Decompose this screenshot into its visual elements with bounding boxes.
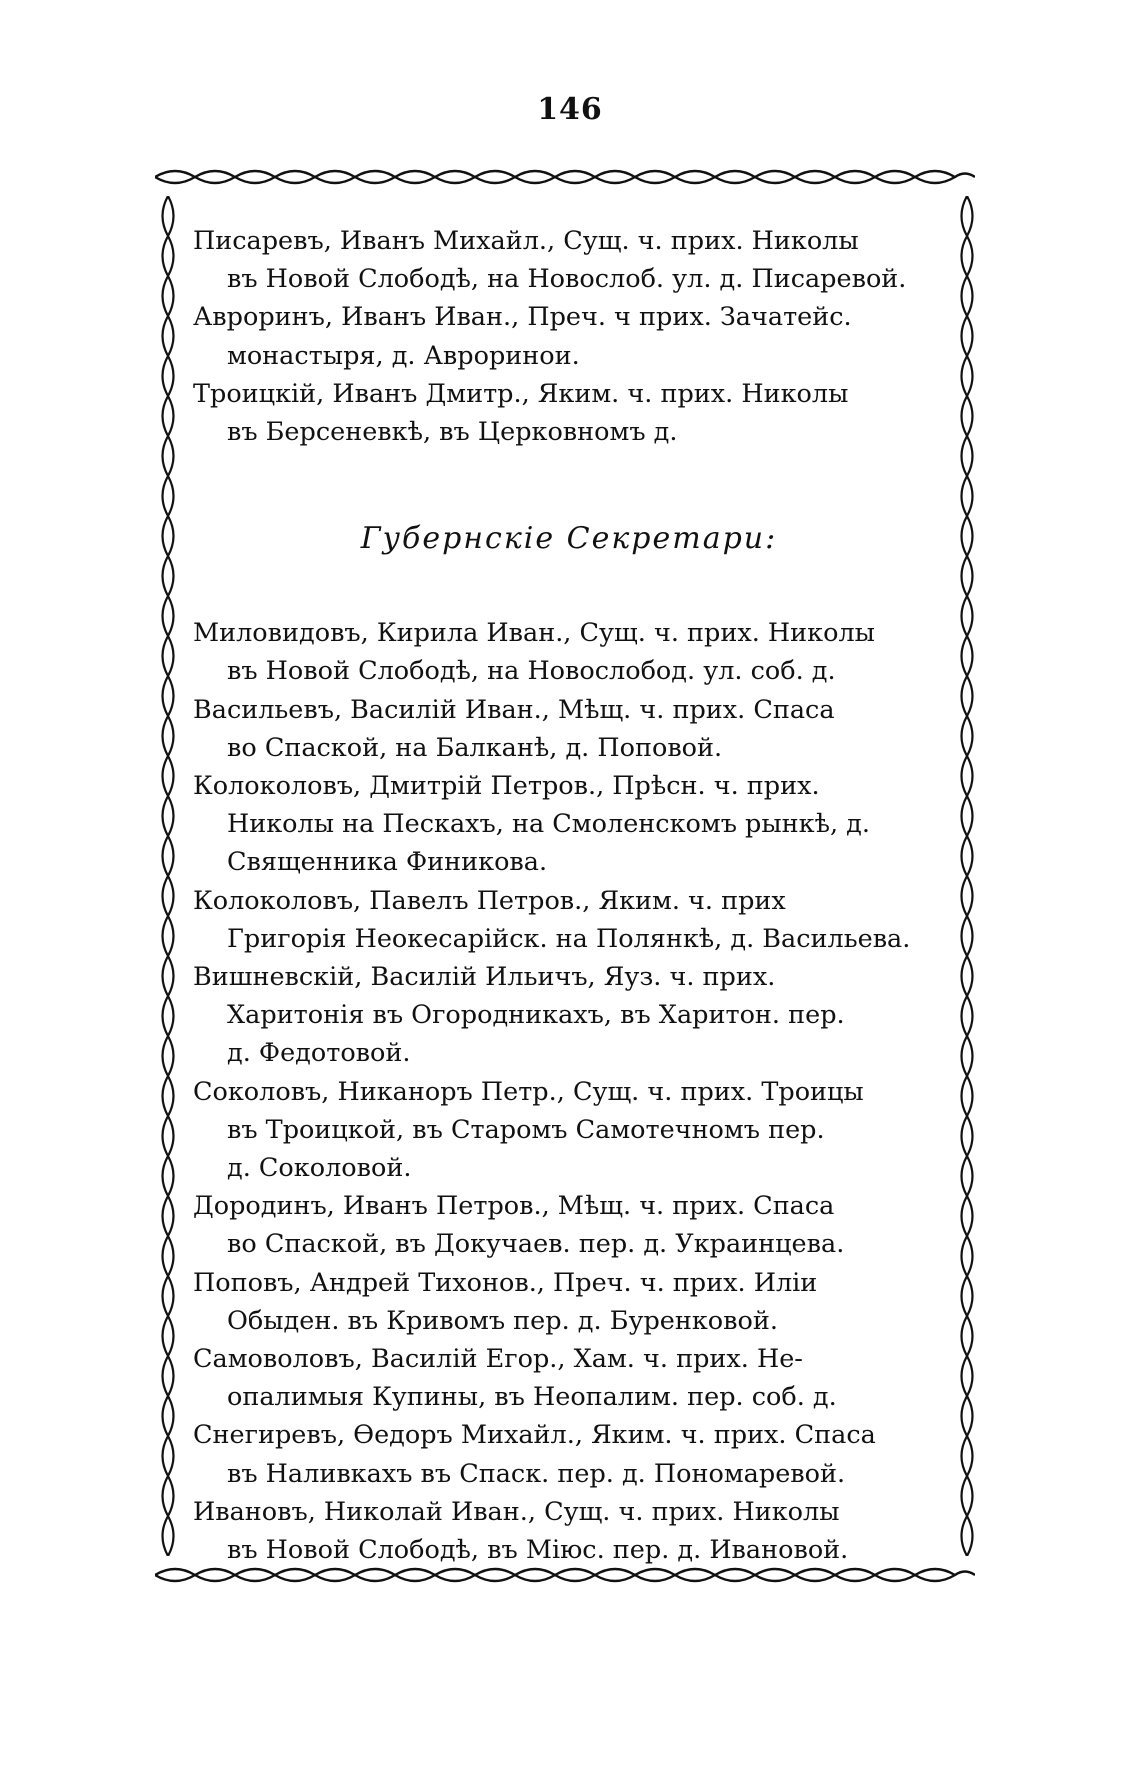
entry-first-line: Миловидовъ, Кирила Иван., Сущ. ч. прих. Николы [193,618,875,649]
entry-first-line: Самоволовъ, Василій Егор., Хам. ч. прих. Не- [193,1344,803,1375]
list-entry [193,691,945,767]
page-number: 146 [537,92,603,127]
entry-continuation-line: во Спаской, на Балканѣ, д. Поповой. [227,732,723,763]
right-ornament-border [950,196,984,1556]
entry-continuation-line: Священника Финикова. [227,847,548,878]
entry-continuation-line: въ Новой Слободѣ, въ Міюс. пер. д. Ивановой. [227,1535,849,1566]
entry-continuation-line: Григорія Неокесарійск. на Полянкѣ, д. Васильева. [227,923,911,954]
entry-first-line: Дородинъ, Иванъ Петров., Мѣщ. ч. прих. Спаса [193,1191,835,1222]
entries-list-secretaries [193,614,945,1569]
page-content [193,222,945,1569]
entry-first-line: Авроринъ, Иванъ Иван., Преч. ч прих. Зачатейс. [193,302,852,333]
entry-continuation-line: Харитонія въ Огородникахъ, въ Харитон. пер. [227,1000,845,1031]
list-entry [193,882,945,958]
entry-first-line: Писаревъ, Иванъ Михайл., Сущ. ч. прих. Николы [193,226,859,256]
section-heading: Губернскіе Секретари: [360,521,778,557]
entry-first-line: Снегиревъ, Ѳедоръ Михайл., Яким. ч. прих. Спаса [193,1420,876,1451]
entry-continuation-line: д. Федотовой. [227,1038,411,1069]
entry-continuation-line: во Спаской, въ Докучаев. пер. д. Украинцева. [227,1229,845,1260]
entry-first-line: Троицкій, Иванъ Дмитр., Яким. ч. прих. Николы [193,378,849,409]
list-entry [193,375,945,451]
list-entry [193,1073,945,1188]
entry-continuation-line: д. Соколовой. [227,1153,412,1184]
entries-list-top [193,222,945,451]
entry-continuation-line: въ Берсеневкѣ, въ Церковномъ д. [227,417,678,448]
entry-continuation-line: въ Новой Слободѣ, на Новослобод. ул. соб. д. [227,656,836,687]
entry-continuation-line: въ Троицкой, въ Старомъ Самотечномъ пер. [227,1114,825,1145]
list-entry [193,767,945,882]
entry-continuation-line: монастыря, д. Авроринои. [227,340,580,371]
entry-continuation-line: Николы на Пескахъ, на Смоленскомъ рынкѣ, д. [227,809,870,840]
list-entry [193,1416,945,1492]
entry-continuation-line: въ Наливкахъ въ Спаск. пер. д. Пономаревой. [227,1458,846,1489]
entry-continuation-line: Обыден. въ Кривомъ пер. д. Буренковой. [227,1305,778,1336]
list-entry [193,1493,945,1569]
top-ornament-border [155,162,975,192]
entry-continuation-line: въ Новой Слободѣ, на Новослоб. ул. д. Писаревой. [227,264,907,295]
entry-first-line: Васильевъ, Василій Иван., Мѣщ. ч. прих. Спаса [193,694,835,725]
list-entry [193,1264,945,1340]
entry-continuation-line: опалимыя Купины, въ Неопалим. пер. соб. д. [227,1382,837,1413]
entry-first-line: Колоколовъ, Дмитрій Петров., Прѣсн. ч. прих. [193,771,820,802]
left-ornament-border [151,196,185,1556]
entry-first-line: Соколовъ, Никаноръ Петр., Сущ. ч. прих. Троицы [193,1076,864,1107]
list-entry [193,1340,945,1416]
list-entry [193,958,945,1073]
list-entry [193,1187,945,1263]
entry-first-line: Поповъ, Андрей Тихонов., Преч. ч. прих. Иліи [193,1267,818,1298]
entry-first-line: Колоколовъ, Павелъ Петров., Яким. ч. прих [193,885,786,916]
entry-first-line: Ивановъ, Николай Иван., Сущ. ч. прих. Николы [193,1496,840,1527]
list-entry [193,222,945,298]
list-entry [193,298,945,374]
entry-first-line: Вишневскій, Василій Ильичъ, Яуз. ч. прих. [193,962,776,993]
list-entry [193,614,945,690]
